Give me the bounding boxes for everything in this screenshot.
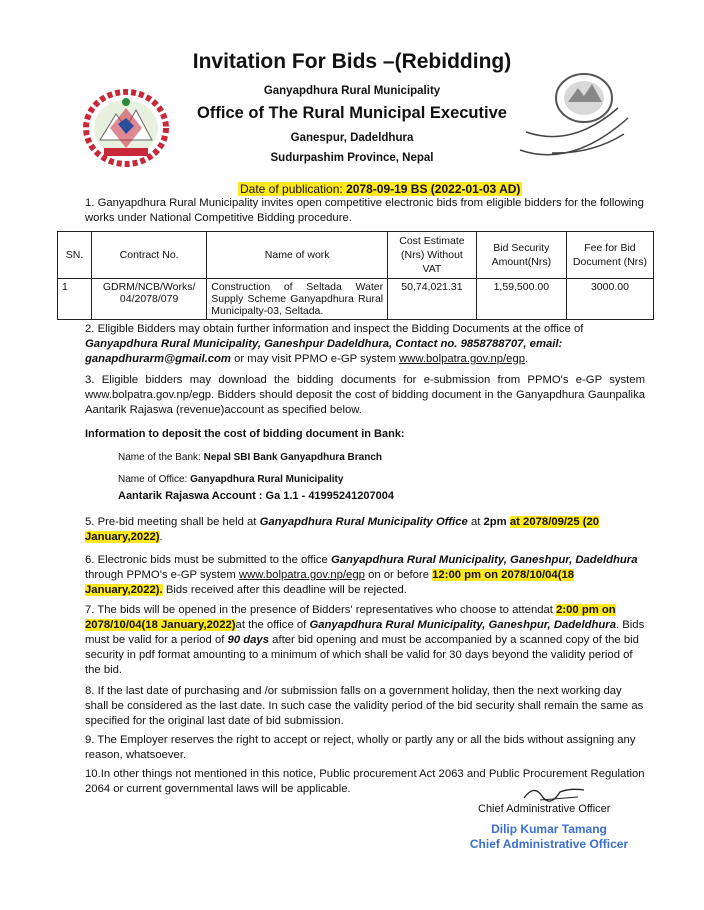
item-text: Eligible bidders may download the bidding documents for e-submission from PPMO's e-GP system www.bolpatra.gov.np/egp. Bidders should deposit the cost of bidding document in the Ganyapdhura Gaunpalika Aantarik Rajaswa (revenue)account as specified below. <box>85 374 645 416</box>
notice-item-1 <box>85 196 645 226</box>
item-number: 10. <box>85 768 101 780</box>
cell-sn: 1 <box>58 279 92 320</box>
item-text: at <box>470 516 481 528</box>
table-header-row <box>58 232 654 279</box>
header-sn: SN. <box>58 232 92 279</box>
opening-office: Ganyapdhura Rural Municipality, Ganeshpur, Dadeldhura <box>309 619 616 631</box>
notice-item-7 <box>85 603 645 678</box>
notice-item-3 <box>85 373 645 418</box>
address-line-2: Sudurpashim Province, Nepal <box>270 152 434 164</box>
item-text: or may visit PPMO e-GP system <box>234 353 396 365</box>
egp-link[interactable]: www.bolpatra.gov.np/egp <box>399 353 526 365</box>
item-text: Eligible Bidders may obtain further information and inspect the Bidding Documents at the office of <box>97 323 584 335</box>
item-text: In other things not mentioned in this notice, Public procurement Act 2063 and Public Procurement Regulation 2064 or current governmental laws will be applicable. <box>85 768 645 795</box>
item-number: 8. <box>85 685 95 697</box>
meeting-date: at 2078/09/25 (20 January,2022) <box>85 516 600 543</box>
publication-label: Date of publication: <box>240 182 343 196</box>
bids-table <box>57 231 654 320</box>
bank-value: Nepal SBI Bank Ganyapdhura Branch <box>203 452 382 463</box>
cell-bid-security: 1,59,500.00 <box>476 279 566 320</box>
notice-item-8 <box>85 684 645 729</box>
item-text: Pre-bid meeting shall be held at <box>97 516 257 528</box>
item-text: The Employer reserves the right to accept or reject, wholly or partly any or all the bids without assigning any reason, whatsoever. <box>85 734 636 761</box>
office-value: Ganyapdhura Rural Municipality <box>190 474 344 485</box>
cell-contract-no: GDRM/NCB/Works/ 04/2078/079 <box>92 279 207 320</box>
notice-item-9 <box>85 733 645 763</box>
item-number: 2. <box>85 323 95 335</box>
address-line-1: Ganespur, Dadeldhura <box>290 132 414 144</box>
office-label: Name of Office: <box>118 474 188 485</box>
table-row <box>58 279 654 320</box>
notice-item-2 <box>85 322 645 367</box>
item-number: 9. <box>85 734 95 746</box>
office-name-line <box>118 474 343 485</box>
item-text: Bids received after this deadline will be rejected. <box>165 584 407 596</box>
officer-stamp <box>464 822 634 852</box>
item-number: 7. <box>85 604 95 616</box>
meeting-venue: Ganyapdhura Rural Municipality Office <box>259 516 468 528</box>
item-text: The bids will be opened in the presence of Bidders' representatives who choose to attendat <box>97 604 553 616</box>
office-name: Office of The Rural Municipal Executive <box>197 104 507 122</box>
notice-item-6 <box>85 553 645 598</box>
bank-label: Name of the Bank: <box>118 452 201 463</box>
item-number: 5. <box>85 516 95 528</box>
item-text: . <box>525 353 529 365</box>
header-bid-security: Bid Security Amount(Nrs) <box>476 232 566 279</box>
officer-title: Chief Administrative Officer <box>469 837 629 851</box>
header-name-of-work: Name of work <box>207 232 388 279</box>
municipality-name: Ganyapdhura Rural Municipality <box>263 85 441 97</box>
cell-fee: 3000.00 <box>566 279 653 320</box>
header-fee: Fee for Bid Document (Nrs) <box>566 232 653 279</box>
notice-item-5 <box>85 515 645 545</box>
bank-name-line <box>118 452 382 463</box>
contact-details: Ganyapdhura Rural Municipality, Ganeshpur Dadeldhura, Contact no. 9858788707, email: ganapdhurarm@gmail.com <box>85 338 563 365</box>
item-number: 6. <box>85 554 95 566</box>
cell-cost-estimate: 50,74,021.31 <box>388 279 477 320</box>
validity-days: 90 days <box>227 634 270 646</box>
opening-time: 2:00 pm on 2078/10/04(18 January,2022) <box>85 604 616 631</box>
item-text: If the last date of purchasing and /or submission falls on a government holiday, then the next working day shall be considered as the last date. In such case the validity period of the bid security shall remain the same as specified for the original last date of bid submission. <box>85 685 644 727</box>
header-cost-estimate: Cost Estimate (Nrs) Without VAT <box>388 232 477 279</box>
item-text: Electronic bids must be submitted to the office <box>97 554 328 566</box>
item-text: at the office of <box>235 619 307 631</box>
item-number: 3. <box>85 374 95 386</box>
header-contract-no: Contract No. <box>92 232 207 279</box>
meeting-time: 2pm <box>483 516 507 528</box>
account-line: Aantarik Rajaswa Account : Ga 1.1 - 41995241207004 <box>118 490 394 502</box>
submission-office: Ganyapdhura Rural Municipality, Ganeshpur, Dadeldhura <box>330 554 638 566</box>
officer-name: Dilip Kumar Tamang <box>491 822 607 836</box>
cell-name-of-work: Construction of Seltada Water Supply Scheme Ganyapdhura Rural Municipalty-03, Seltada. <box>207 279 388 320</box>
signature-label: Chief Administrative Officer <box>478 803 611 815</box>
item-text: . <box>159 531 163 543</box>
item-text: . Bids must be valid for a period of <box>85 619 645 646</box>
item-text: through PPMO's e-GP system <box>85 569 236 581</box>
item-number: 1. <box>85 197 95 209</box>
item-text: Ganyapdhura Rural Municipality invites open competitive electronic bids from eligible bidders for the following works under National Competitive Bidding procedure. <box>85 197 644 224</box>
egp-link[interactable]: www.bolpatra.gov.np/egp <box>238 569 365 581</box>
item-text: after bid opening and must be accompanied by a scanned copy of the bid security in pdf format amounting to a minimum of which shall be valid for 30 days beyond the validity period of the bid. <box>85 634 639 676</box>
signature-mark <box>520 782 590 804</box>
bank-info-heading: Information to deposit the cost of bidding document in Bank: <box>85 428 405 440</box>
publication-value: 2078-09-19 BS (2022-01-03 AD) <box>346 182 521 196</box>
page-title: Invitation For Bids –(Rebidding) <box>192 50 512 73</box>
submission-deadline: 12:00 pm on 2078/10/04(18 January,2022). <box>85 569 575 596</box>
publication-date <box>238 182 522 196</box>
item-text: on or before <box>368 569 429 581</box>
